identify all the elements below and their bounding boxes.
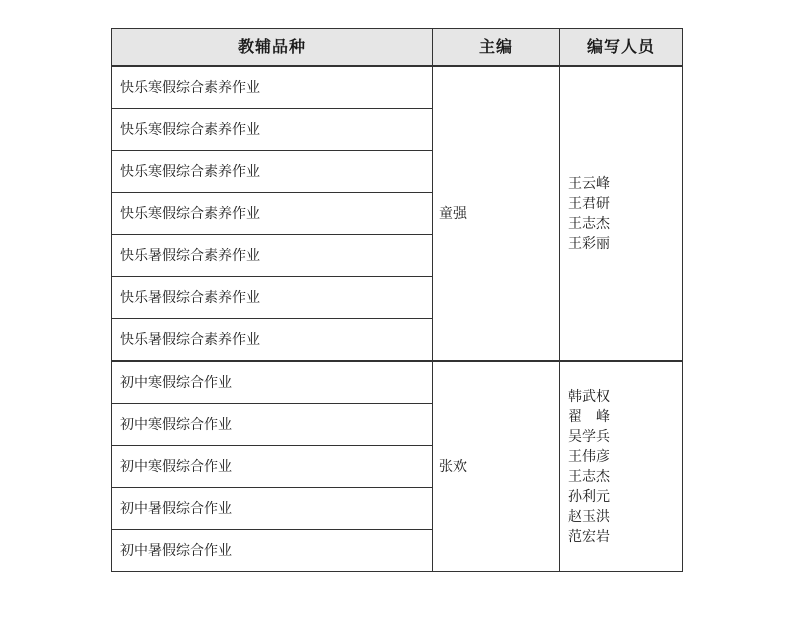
product-cell: 初中暑假综合作业	[112, 488, 433, 530]
product-cell: 快乐暑假综合素养作业	[112, 235, 433, 277]
writer-name: 翟 峰	[568, 408, 610, 425]
editor-cell: 童强	[433, 66, 560, 361]
product-cell: 快乐寒假综合素养作业	[112, 193, 433, 235]
product-cell: 快乐寒假综合素养作业	[112, 66, 433, 109]
writer-name: 王志杰	[568, 215, 610, 232]
writer-name: 孙利元	[568, 488, 610, 505]
writer-name: 赵玉洪	[568, 508, 610, 525]
writer-name: 王彩丽	[568, 235, 610, 252]
header-editor: 主编	[433, 29, 560, 67]
product-cell: 初中寒假综合作业	[112, 446, 433, 488]
writer-name: 吴学兵	[568, 428, 610, 445]
writer-name: 王君研	[568, 195, 610, 212]
header-row	[112, 29, 683, 67]
writer-name: 范宏岩	[568, 528, 610, 545]
table-row	[112, 66, 683, 109]
writers-cell	[560, 66, 683, 361]
writer-name: 王伟彦	[568, 448, 610, 465]
product-cell: 快乐寒假综合素养作业	[112, 151, 433, 193]
table-header	[112, 29, 683, 67]
product-cell: 快乐暑假综合素养作业	[112, 319, 433, 362]
product-cell: 快乐暑假综合素养作业	[112, 277, 433, 319]
product-cell: 初中寒假综合作业	[112, 361, 433, 404]
editorial-table	[111, 28, 683, 572]
table-body	[112, 66, 683, 572]
writer-name: 韩武权	[568, 388, 610, 405]
header-product: 教辅品种	[112, 29, 433, 67]
product-cell: 初中寒假综合作业	[112, 404, 433, 446]
writer-name: 王志杰	[568, 468, 610, 485]
header-writers: 编写人员	[560, 29, 683, 67]
editor-cell: 张欢	[433, 361, 560, 572]
writers-cell	[560, 361, 683, 572]
table-row	[112, 361, 683, 404]
writer-name: 王云峰	[568, 175, 610, 192]
product-cell: 快乐寒假综合素养作业	[112, 109, 433, 151]
product-cell: 初中暑假综合作业	[112, 530, 433, 572]
